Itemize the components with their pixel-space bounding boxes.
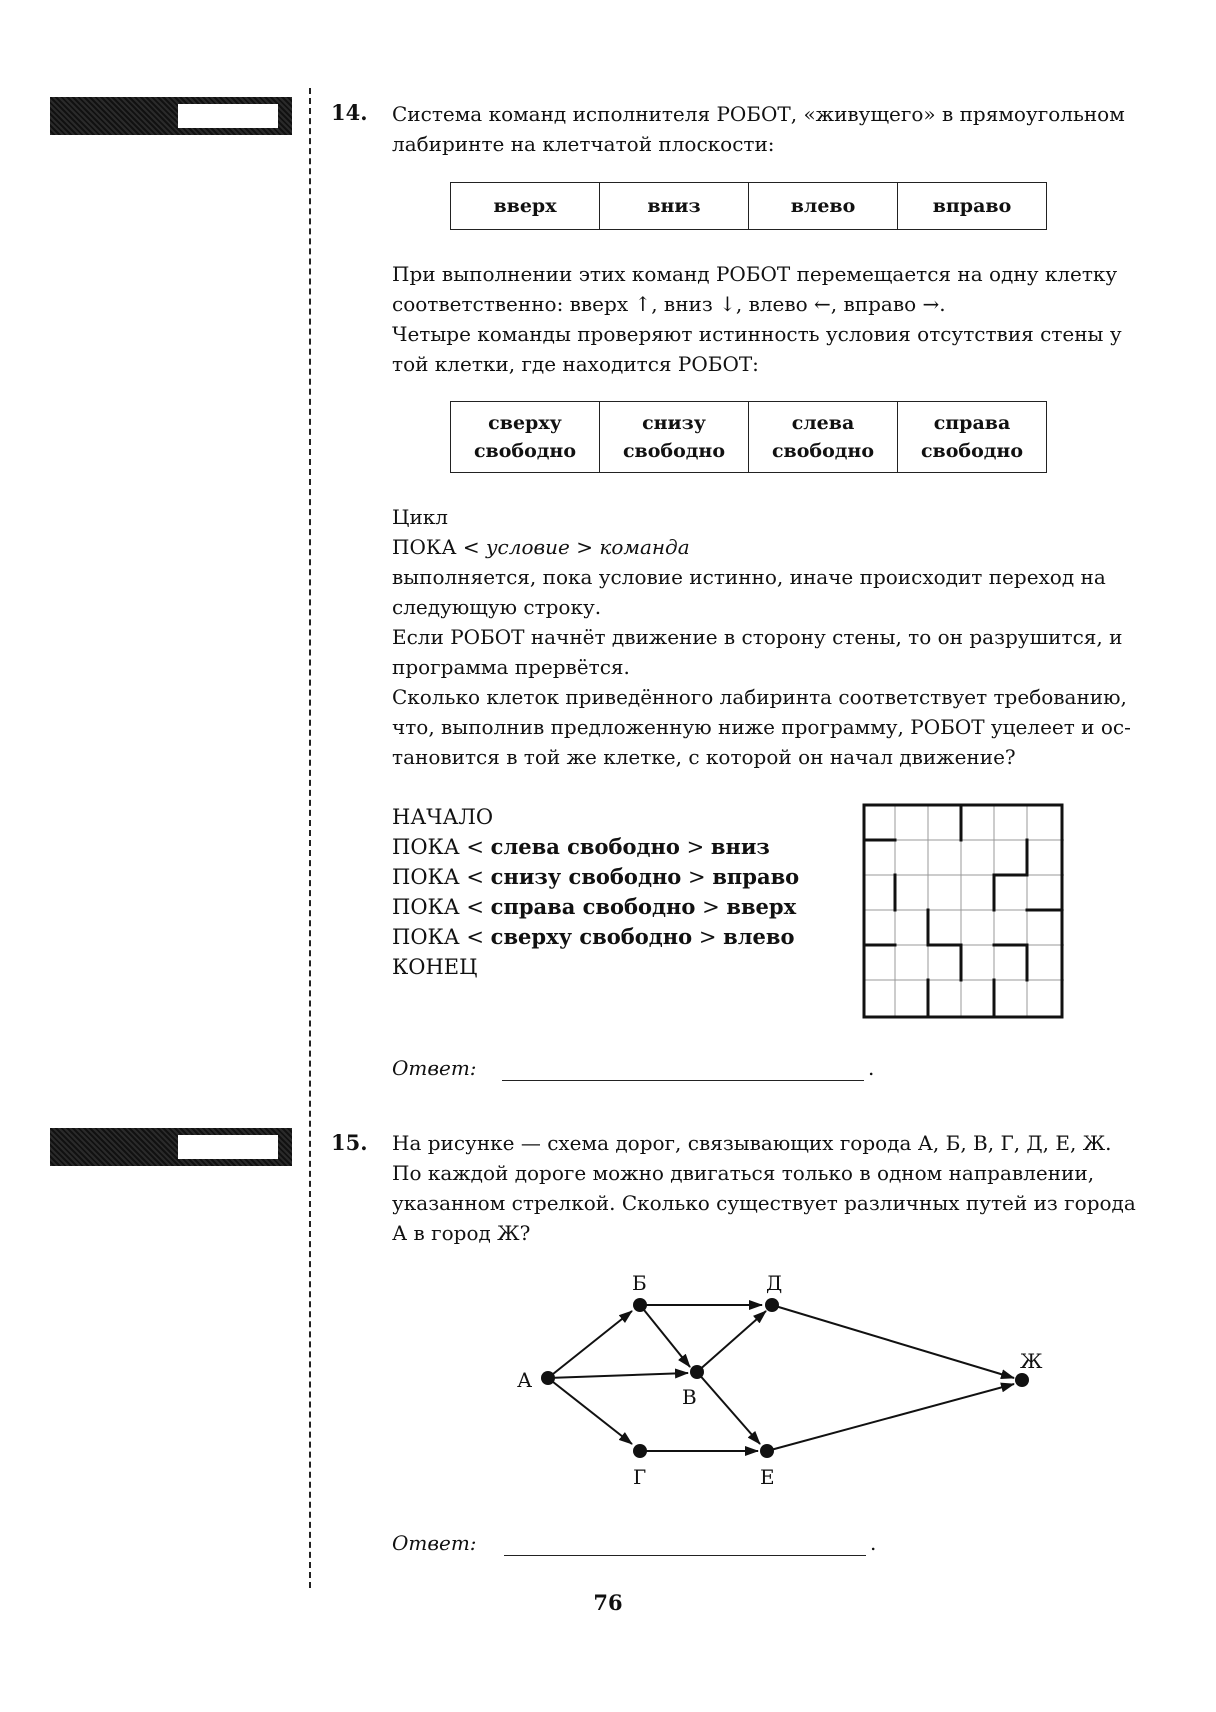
program-line: ПОКА < справа свободно > вверх [392, 894, 797, 919]
q15-text: На рисунке — схема дорог, связывающих города А, Б, В, Г, Д, Е, Ж. По каждой дороге можно двигаться только в одном направлении, указанном стрелкой. Сколько существует различных путей из города А в город Ж? [392, 1131, 1136, 1245]
node-g [633, 1444, 647, 1458]
q14-answer: Ответ: . [392, 1056, 875, 1080]
labyrinth-grid [862, 803, 1066, 1019]
edge-d-zh [772, 1305, 1014, 1378]
node-zh [1015, 1373, 1029, 1387]
node-v [690, 1365, 704, 1379]
program-line: ПОКА < слева свободно > вниз [392, 834, 770, 859]
command-down: вниз [600, 183, 749, 230]
q14-intro: Система команд исполнителя РОБОТ, «живущего» в прямоугольном лабиринте на клетчатой плоскости: [392, 102, 1125, 156]
edge-v-d [697, 1311, 766, 1372]
condition-top-free: сверху свободно [451, 402, 600, 473]
program-line: ПОКА < снизу свободно > вправо [392, 864, 800, 889]
label-zh: Ж [1020, 1349, 1043, 1373]
label-e: Е [760, 1465, 775, 1489]
conditions-table [450, 401, 1047, 473]
question-number-14: 14. [331, 100, 368, 125]
node-d [765, 1298, 779, 1312]
node-e [760, 1444, 774, 1458]
q14-description: При выполнении этих команд РОБОТ перемещается на одну клетку соответственно: вверх ↑, вниз ↓, влево ←, вправо →. Четыре команды проверяют истинность условия отсутствия стены у той клетки, где находится РОБОТ: [392, 262, 1122, 376]
page-number: 76 [593, 1590, 623, 1615]
condition-bottom-free: снизу свободно [600, 402, 749, 473]
label-v: В [682, 1385, 697, 1409]
label-b: Б [632, 1271, 647, 1295]
edge-a-v [548, 1373, 688, 1378]
label-g: Г [633, 1465, 647, 1489]
answer-field-14[interactable] [502, 1080, 864, 1081]
edge-a-g [548, 1378, 632, 1444]
edge-e-zh [767, 1384, 1014, 1451]
program-line: ПОКА < сверху свободно > влево [392, 924, 795, 949]
answer-field-15[interactable] [504, 1555, 866, 1556]
condition-right-free: справа свободно [898, 402, 1047, 473]
node-a [541, 1371, 555, 1385]
node-b [633, 1298, 647, 1312]
condition-left-free: слева свободно [749, 402, 898, 473]
task-marker-15 [50, 1128, 292, 1166]
robot-program: НАЧАЛО ПОКА < слева свободно > вниз ПОКА < снизу свободно > вправо ПОКА < справа свободно > вверх ПОКА < сверху свободно > влево КОНЕЦ [392, 805, 800, 979]
label-d: Д [766, 1271, 783, 1295]
question-number-15: 15. [331, 1130, 368, 1155]
q14-loop-description: Цикл ПОКА < условие > команда выполняется, пока условие истинно, иначе происходит переход на следующую строку. Если РОБОТ начнёт движение в сторону стены, то он разрушится, и программа прервётся. Сколько клеток приведённого лабиринта соответствует требованию, что, выполнив предложенную ниже программу, РОБОТ уцелеет и ос- тановится в той же клетке, с которой он начал движение? [392, 505, 1131, 769]
roads-graph [0, 1260, 1216, 1500]
q15-answer: Ответ: . [392, 1531, 877, 1555]
edge-b-v [640, 1305, 690, 1367]
task-marker-14 [50, 97, 292, 135]
command-up: вверх [451, 183, 600, 230]
command-right: вправо [898, 183, 1047, 230]
edge-a-b [548, 1311, 632, 1378]
move-commands-table [450, 182, 1047, 230]
edge-v-e [697, 1372, 760, 1444]
command-left: влево [749, 183, 898, 230]
label-a: А [517, 1368, 533, 1392]
